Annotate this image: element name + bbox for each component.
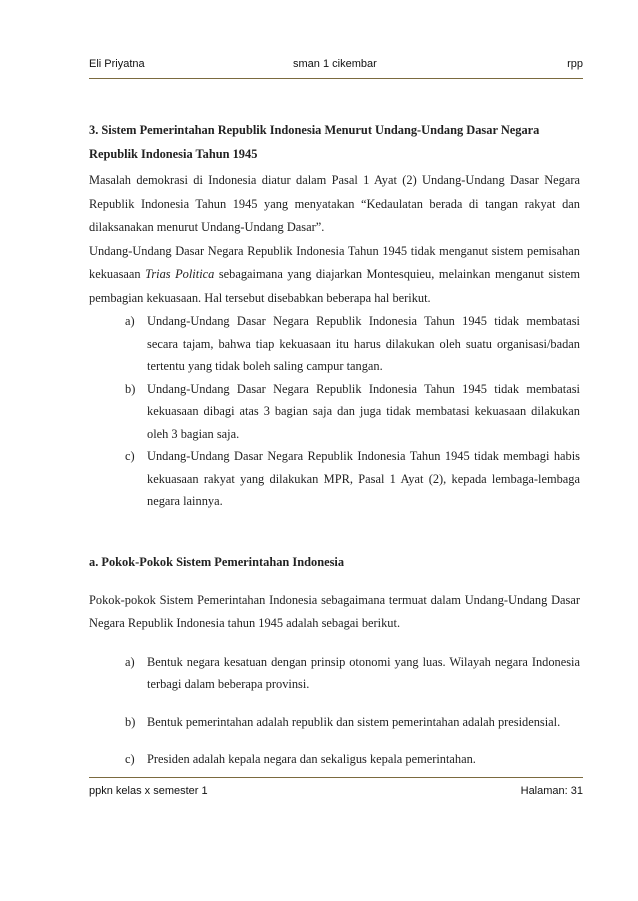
section-a-list: [89, 651, 580, 771]
spacer: [89, 733, 580, 748]
header-divider: [89, 78, 583, 79]
list-item-marker: c): [125, 752, 135, 766]
list-item-text: Presiden adalah kepala negara dan sekaligus kepala pemerintahan.: [147, 752, 476, 766]
list-item-marker: c): [125, 449, 135, 463]
section-3-heading: [89, 118, 580, 166]
section-3-list: [89, 310, 580, 513]
spacer: [89, 574, 580, 589]
section-a-intro: Pokok-pokok Sistem Pemerintahan Indonesia sebagaimana termuat dalam Undang-Undang Dasar Negara Republik Indonesia tahun 1945 adalah sebagai berikut.: [89, 592, 580, 630]
section-3-paragraph-1: Masalah demokrasi di Indonesia diatur dalam Pasal 1 Ayat (2) Undang-Undang Dasar Negara Republik Indonesia Tahun 1945 yang menyatakan “Kedaulatan berada di tangan rakyat dan dilaksanakan menurut Undang-Undang Dasar”.: [89, 173, 580, 234]
list-item-marker: b): [125, 381, 136, 396]
list-item-marker: b): [125, 714, 136, 729]
footer-divider: [89, 777, 583, 778]
footer-course: ppkn kelas x semester 1: [89, 785, 208, 797]
page-header: [89, 58, 583, 76]
para2-text-after: sebagaimana yang diajarkan Montesquieu, melainkan menganut sistem pembagian kekuasaan. Hal tersebut disebabkan beberapa hal berikut.: [89, 267, 580, 305]
list-item: [89, 748, 580, 771]
list-item-text: Bentuk pemerintahan adalah republik dan sistem pemerintahan adalah presidensial.: [147, 714, 561, 729]
list-item: [89, 378, 580, 446]
header-author: Eli Priyatna: [89, 58, 145, 70]
list-item: [89, 445, 580, 513]
list-item: [89, 711, 580, 734]
list-item-text: Undang-Undang Dasar Negara Republik Indonesia Tahun 1945 tidak membagi habis kekuasaan rakyat yang dilakukan MPR, Pasal 1 Ayat (2), kepada lembaga-lembaga negara lainnya.: [147, 449, 580, 508]
spacer: [89, 636, 580, 651]
document-body: [89, 118, 580, 771]
header-doc-type: rpp: [567, 58, 583, 70]
footer-page-number: Halaman: 31: [520, 785, 583, 797]
section-3-paragraph-2: [89, 240, 580, 311]
list-item: [89, 310, 580, 378]
para2-text-before: Undang-Undang Dasar Negara Republik Indonesia Tahun 1945 tidak menganut sistem pemisahan kekuasaan: [89, 243, 580, 281]
spacer: [89, 696, 580, 711]
list-item-text: Undang-Undang Dasar Negara Republik Indonesia Tahun 1945 tidak membatasi secara tajam, bahwa tiap kekuasaan itu harus dilakukan oleh suatu organisasi/badan tertentu yang tidak boleh saling campur tangan.: [147, 314, 580, 373]
list-item-text: Undang-Undang Dasar Negara Republik Indonesia Tahun 1945 tidak membatasi kekuasaan dibagi atas 3 bagian saja dan juga tidak membatasi kekuasaan dilakukan oleh 3 bagian saja.: [147, 381, 580, 441]
header-school: sman 1 cikembar: [293, 58, 377, 70]
list-item-text: Bentuk negara kesatuan dengan prinsip otonomi yang luas. Wilayah negara Indonesia terbagi dalam beberapa provinsi.: [147, 654, 580, 691]
section-a-heading: a. Pokok-Pokok Sistem Pemerintahan Indonesia: [89, 554, 345, 569]
section-3-heading-line2: Republik Indonesia Tahun 1945: [89, 147, 258, 161]
para2-italic-term: Trias Politica: [145, 267, 215, 281]
list-item-marker: a): [125, 314, 135, 328]
list-item: [89, 651, 580, 696]
section-3-heading-line1: 3. Sistem Pemerintahan Republik Indonesia Menurut Undang-Undang Dasar Negara: [89, 123, 540, 137]
list-item-marker: a): [125, 654, 135, 669]
